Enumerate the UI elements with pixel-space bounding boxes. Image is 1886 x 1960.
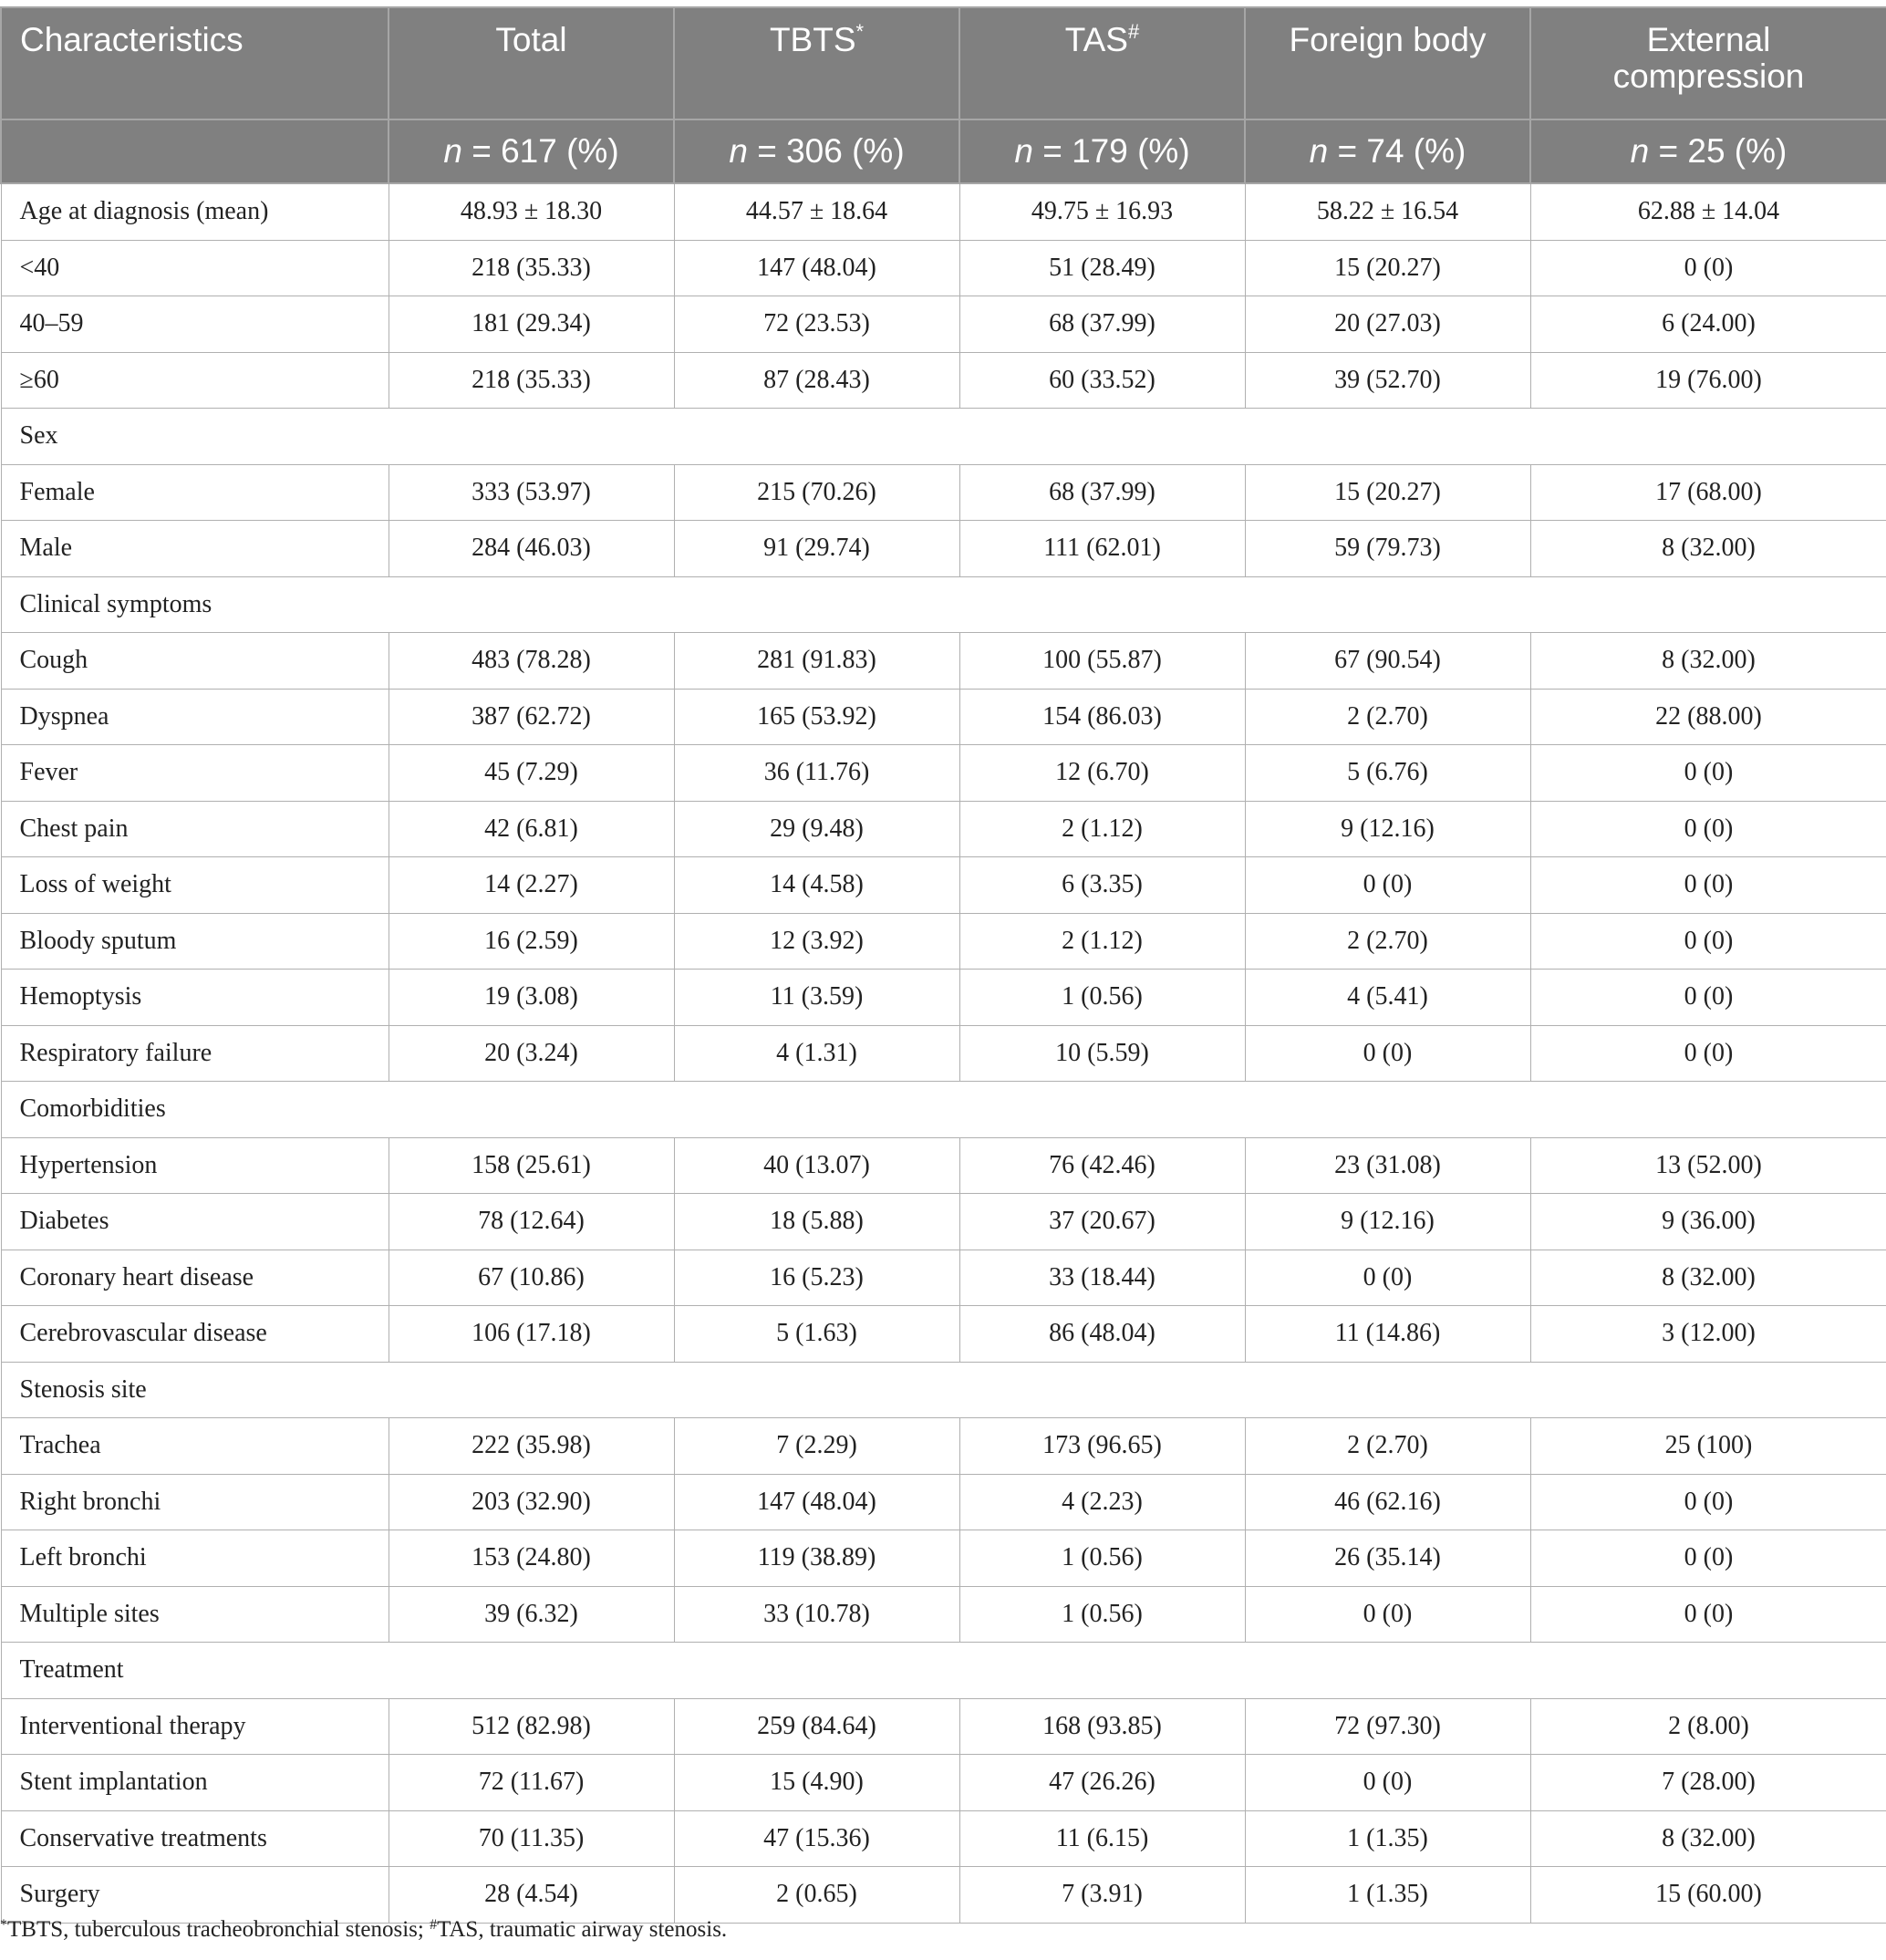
table-row [1,1418,1886,1475]
cell-tas: 2 (1.12) [959,913,1245,970]
cell-external: 19 (76.00) [1530,352,1886,409]
cell-external: 8 (32.00) [1530,633,1886,690]
table-row [1,240,1886,296]
footnote-text-tas: TAS, traumatic airway stenosis. [437,1917,728,1942]
row-label: Female [1,464,389,521]
cell-total: 222 (35.98) [389,1418,674,1475]
cell-total: 48.93 ± 18.30 [389,183,674,240]
cell-total: 218 (35.33) [389,352,674,409]
cell-tbts: 47 (15.36) [674,1810,959,1867]
cell-external: 3 (12.00) [1530,1306,1886,1363]
header-tas [959,7,1245,119]
cell-foreign: 58.22 ± 16.54 [1245,183,1530,240]
cell-external: 9 (36.00) [1530,1194,1886,1250]
cell-total: 153 (24.80) [389,1530,674,1587]
n-value: = 306 (%) [747,132,905,170]
cell-tas: 1 (0.56) [959,970,1245,1026]
cell-tas: 10 (5.59) [959,1025,1245,1082]
cell-external: 62.88 ± 14.04 [1530,183,1886,240]
section-label: Clinical symptoms [1,576,1886,633]
cell-tbts: 147 (48.04) [674,1474,959,1530]
row-label: Chest pain [1,801,389,857]
section-row [1,576,1886,633]
table-row [1,1755,1886,1811]
cell-foreign: 1 (1.35) [1245,1867,1530,1924]
cell-total: 70 (11.35) [389,1810,674,1867]
cell-tbts: 7 (2.29) [674,1418,959,1475]
header-tbts-label: TBTS [769,21,856,58]
cell-tas: 11 (6.15) [959,1810,1245,1867]
cell-external: 0 (0) [1530,1530,1886,1587]
table-row [1,183,1886,240]
table-row [1,521,1886,577]
cell-external: 0 (0) [1530,240,1886,296]
cell-tas: 37 (20.67) [959,1194,1245,1250]
cell-tbts: 33 (10.78) [674,1586,959,1643]
cell-foreign: 2 (2.70) [1245,1418,1530,1475]
cell-total: 284 (46.03) [389,521,674,577]
row-label: 40–59 [1,296,389,353]
characteristics-table [0,6,1886,1924]
cell-total: 20 (3.24) [389,1025,674,1082]
table-body [1,183,1886,1923]
section-row [1,1082,1886,1138]
cell-total: 218 (35.33) [389,240,674,296]
header-n-tas [959,119,1245,183]
table-row [1,1698,1886,1755]
cell-tbts: 165 (53.92) [674,689,959,745]
cell-tbts: 281 (91.83) [674,633,959,690]
cell-tbts: 91 (29.74) [674,521,959,577]
cell-tas: 60 (33.52) [959,352,1245,409]
cell-total: 42 (6.81) [389,801,674,857]
cell-tas: 47 (26.26) [959,1755,1245,1811]
row-label: Age at diagnosis (mean) [1,183,389,240]
cell-tas: 4 (2.23) [959,1474,1245,1530]
cell-total: 19 (3.08) [389,970,674,1026]
cell-external: 0 (0) [1530,970,1886,1026]
cell-total: 14 (2.27) [389,857,674,914]
row-label: Cough [1,633,389,690]
cell-total: 158 (25.61) [389,1137,674,1194]
cell-tas: 100 (55.87) [959,633,1245,690]
cell-tbts: 259 (84.64) [674,1698,959,1755]
section-label: Comorbidities [1,1082,1886,1138]
cell-tas: 68 (37.99) [959,296,1245,353]
row-label: Male [1,521,389,577]
section-row [1,409,1886,465]
n-symbol: n [729,132,748,170]
cell-tbts: 2 (0.65) [674,1867,959,1924]
cell-total: 67 (10.86) [389,1250,674,1306]
cell-tbts: 119 (38.89) [674,1530,959,1587]
cell-tas: 1 (0.56) [959,1586,1245,1643]
cell-tbts: 11 (3.59) [674,970,959,1026]
row-label: <40 [1,240,389,296]
row-label: Conservative treatments [1,1810,389,1867]
cell-total: 106 (17.18) [389,1306,674,1363]
cell-tas: 173 (96.65) [959,1418,1245,1475]
row-label: Hypertension [1,1137,389,1194]
cell-foreign: 9 (12.16) [1245,801,1530,857]
table-row [1,1867,1886,1924]
cell-tbts: 147 (48.04) [674,240,959,296]
cell-tas: 7 (3.91) [959,1867,1245,1924]
footnote-mark-tbts: * [0,1917,7,1933]
header-counts-empty [1,119,389,183]
cell-tas: 86 (48.04) [959,1306,1245,1363]
cell-foreign: 11 (14.86) [1245,1306,1530,1363]
cell-foreign: 2 (2.70) [1245,913,1530,970]
cell-foreign: 0 (0) [1245,857,1530,914]
table-row [1,464,1886,521]
table-row [1,633,1886,690]
cell-external: 8 (32.00) [1530,1250,1886,1306]
table-header [1,7,1886,183]
header-tas-label: TAS [1064,21,1128,58]
footnote-text-tbts: TBTS, tuberculous tracheobronchial stenosis; [7,1917,430,1942]
cell-foreign: 0 (0) [1245,1250,1530,1306]
header-row-counts [1,119,1886,183]
n-value: = 179 (%) [1032,132,1190,170]
row-label: Interventional therapy [1,1698,389,1755]
section-row [1,1643,1886,1699]
row-label: Multiple sites [1,1586,389,1643]
cell-tbts: 215 (70.26) [674,464,959,521]
cell-external: 22 (88.00) [1530,689,1886,745]
cell-external: 0 (0) [1530,857,1886,914]
cell-external: 0 (0) [1530,1586,1886,1643]
cell-foreign: 59 (79.73) [1245,521,1530,577]
header-n-foreign [1245,119,1530,183]
cell-tbts: 5 (1.63) [674,1306,959,1363]
section-row [1,1362,1886,1418]
cell-tbts: 87 (28.43) [674,352,959,409]
cell-total: 45 (7.29) [389,745,674,802]
header-total: Total [389,7,674,119]
cell-tbts: 15 (4.90) [674,1755,959,1811]
cell-external: 2 (8.00) [1530,1698,1886,1755]
cell-tas: 1 (0.56) [959,1530,1245,1587]
header-characteristics: Characteristics [1,7,389,119]
row-label: Hemoptysis [1,970,389,1026]
row-label: Coronary heart disease [1,1250,389,1306]
section-label: Stenosis site [1,1362,1886,1418]
cell-external: 0 (0) [1530,745,1886,802]
header-foreign-body: Foreign body [1245,7,1530,119]
cell-tas: 33 (18.44) [959,1250,1245,1306]
cell-foreign: 72 (97.30) [1245,1698,1530,1755]
cell-foreign: 15 (20.27) [1245,464,1530,521]
cell-external: 8 (32.00) [1530,1810,1886,1867]
cell-external: 0 (0) [1530,1025,1886,1082]
cell-foreign: 67 (90.54) [1245,633,1530,690]
n-value: = 74 (%) [1328,132,1466,170]
table-row [1,970,1886,1026]
table-row [1,745,1886,802]
row-label: Bloody sputum [1,913,389,970]
header-tbts [674,7,959,119]
cell-foreign: 0 (0) [1245,1755,1530,1811]
table-row [1,1306,1886,1363]
n-symbol: n [1630,132,1650,170]
table-row [1,296,1886,353]
table-row [1,857,1886,914]
cell-tas: 6 (3.35) [959,857,1245,914]
cell-tas: 111 (62.01) [959,521,1245,577]
cell-tbts: 29 (9.48) [674,801,959,857]
cell-total: 72 (11.67) [389,1755,674,1811]
row-label: Dyspnea [1,689,389,745]
cell-external: 13 (52.00) [1530,1137,1886,1194]
header-tas-mark: # [1127,20,1140,43]
table-row [1,1194,1886,1250]
header-tbts-mark: * [855,20,865,43]
table-row [1,1474,1886,1530]
table-row [1,1025,1886,1082]
cell-tas: 49.75 ± 16.93 [959,183,1245,240]
cell-tas: 76 (42.46) [959,1137,1245,1194]
cell-foreign: 15 (20.27) [1245,240,1530,296]
table-row [1,1250,1886,1306]
cell-external: 6 (24.00) [1530,296,1886,353]
row-label: ≥60 [1,352,389,409]
cell-external: 25 (100) [1530,1418,1886,1475]
cell-foreign: 1 (1.35) [1245,1810,1530,1867]
header-external-line1: External [1646,21,1771,58]
row-label: Fever [1,745,389,802]
cell-tbts: 12 (3.92) [674,913,959,970]
cell-total: 512 (82.98) [389,1698,674,1755]
table-row [1,913,1886,970]
footnote-mark-tas: # [430,1917,438,1933]
cell-external: 7 (28.00) [1530,1755,1886,1811]
cell-tbts: 44.57 ± 18.64 [674,183,959,240]
n-symbol: n [1014,132,1033,170]
cell-foreign: 23 (31.08) [1245,1137,1530,1194]
header-n-external [1530,119,1886,183]
cell-total: 39 (6.32) [389,1586,674,1643]
cell-foreign: 0 (0) [1245,1586,1530,1643]
cell-total: 28 (4.54) [389,1867,674,1924]
cell-foreign: 0 (0) [1245,1025,1530,1082]
row-label: Diabetes [1,1194,389,1250]
cell-tbts: 4 (1.31) [674,1025,959,1082]
row-label: Left bronchi [1,1530,389,1587]
cell-tas: 12 (6.70) [959,745,1245,802]
n-value: = 617 (%) [461,132,619,170]
cell-foreign: 4 (5.41) [1245,970,1530,1026]
cell-tbts: 36 (11.76) [674,745,959,802]
n-value: = 25 (%) [1649,132,1788,170]
table-row [1,801,1886,857]
cell-foreign: 26 (35.14) [1245,1530,1530,1587]
cell-external: 0 (0) [1530,801,1886,857]
cell-foreign: 46 (62.16) [1245,1474,1530,1530]
cell-tbts: 18 (5.88) [674,1194,959,1250]
header-external-line2: compression [1612,57,1805,95]
cell-total: 203 (32.90) [389,1474,674,1530]
cell-external: 15 (60.00) [1530,1867,1886,1924]
header-n-tbts [674,119,959,183]
cell-tbts: 14 (4.58) [674,857,959,914]
cell-tas: 168 (93.85) [959,1698,1245,1755]
table-row [1,1810,1886,1867]
cell-tas: 154 (86.03) [959,689,1245,745]
cell-total: 78 (12.64) [389,1194,674,1250]
header-n-total [389,119,674,183]
row-label: Stent implantation [1,1755,389,1811]
n-symbol: n [1309,132,1329,170]
section-label: Sex [1,409,1886,465]
row-label: Respiratory failure [1,1025,389,1082]
cell-external: 0 (0) [1530,1474,1886,1530]
cell-tas: 2 (1.12) [959,801,1245,857]
cell-foreign: 39 (52.70) [1245,352,1530,409]
cell-external: 17 (68.00) [1530,464,1886,521]
cell-foreign: 5 (6.76) [1245,745,1530,802]
row-label: Loss of weight [1,857,389,914]
row-label: Cerebrovascular disease [1,1306,389,1363]
cell-total: 16 (2.59) [389,913,674,970]
section-label: Treatment [1,1643,1886,1699]
cell-total: 483 (78.28) [389,633,674,690]
table-footnote [0,1917,727,1943]
cell-external: 8 (32.00) [1530,521,1886,577]
cell-total: 387 (62.72) [389,689,674,745]
row-label: Right bronchi [1,1474,389,1530]
row-label: Trachea [1,1418,389,1475]
header-external-compression [1530,7,1886,119]
cell-tbts: 72 (23.53) [674,296,959,353]
header-row-titles [1,7,1886,119]
cell-tas: 68 (37.99) [959,464,1245,521]
cell-total: 181 (29.34) [389,296,674,353]
cell-total: 333 (53.97) [389,464,674,521]
cell-foreign: 9 (12.16) [1245,1194,1530,1250]
cell-tbts: 16 (5.23) [674,1250,959,1306]
cell-tbts: 40 (13.07) [674,1137,959,1194]
table-row [1,1530,1886,1587]
cell-foreign: 2 (2.70) [1245,689,1530,745]
table-row [1,689,1886,745]
row-label: Surgery [1,1867,389,1924]
cell-external: 0 (0) [1530,913,1886,970]
cell-foreign: 20 (27.03) [1245,296,1530,353]
table-row [1,1137,1886,1194]
table-row [1,1586,1886,1643]
n-symbol: n [443,132,462,170]
cell-tas: 51 (28.49) [959,240,1245,296]
table-row [1,352,1886,409]
